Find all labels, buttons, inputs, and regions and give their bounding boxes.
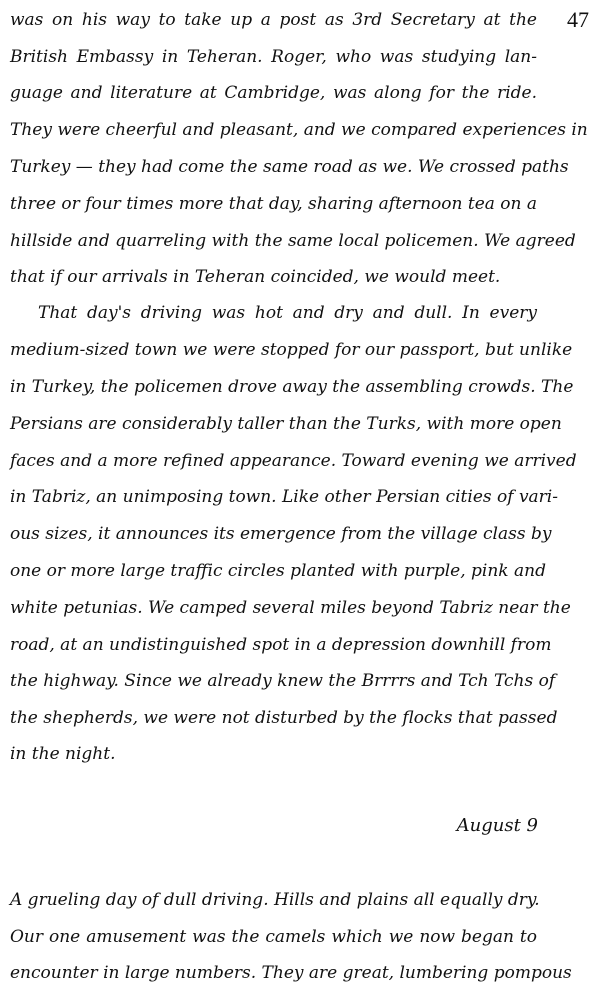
text-line: white petunias. We camped several miles beyond Tabriz near the	[10, 598, 571, 618]
text-line: in Tabriz, an unimposing town. Like other Persian cities of vari-	[10, 487, 558, 507]
text-line: encounter in large numbers. They are great, lumbering pompous	[10, 963, 572, 983]
text-line: A grueling day of dull driving. Hills and plains all equally dry.	[10, 890, 540, 910]
text-line: in the night.	[10, 744, 116, 764]
page-number: 47	[567, 7, 589, 32]
text-line: Persians are considerably taller than the Turks, with more open	[10, 414, 562, 434]
text-line: the highway. Since we already knew the Brrrrs and Tch Tchs of	[10, 671, 556, 691]
text-line: ous sizes, it announces its emergence from the village class by	[10, 524, 552, 544]
text-line: was on his way to take up a post as 3rd Secretary at the	[10, 10, 537, 30]
text-line: British Embassy in Teheran. Roger, who was studying lan-	[10, 47, 537, 67]
text-line: That day's driving was hot and dry and dull. In every	[38, 303, 537, 323]
text-line: hillside and quarreling with the same local policemen. We agreed	[10, 231, 576, 251]
text-line: one or more large traffic circles planted with purple, pink and	[10, 561, 546, 581]
text-line: Turkey — they had come the same road as we. We crossed paths	[10, 157, 569, 177]
text-line: medium-sized town we were stopped for our passport, but unlike	[10, 340, 573, 360]
text-line: faces and a more refined appearance. Toward evening we arrived	[10, 451, 577, 471]
text-line: that if our arrivals in Teheran coincided, we would meet.	[10, 267, 501, 287]
text-line: They were cheerful and pleasant, and we compared experiences in	[10, 120, 588, 140]
text-line: in Turkey, the policemen drove away the assembling crowds. The	[10, 377, 574, 397]
entry-date: August 9	[456, 815, 538, 836]
text-line: Our one amusement was the camels which we now began to	[10, 927, 537, 947]
text-line: three or four times more that day, sharing afternoon tea on a	[10, 194, 538, 214]
text-line: the shepherds, we were not disturbed by the flocks that passed	[10, 708, 558, 728]
text-line: road, at an undistinguished spot in a depression downhill from	[10, 635, 552, 655]
text-line: guage and literature at Cambridge, was along for the ride.	[10, 83, 537, 103]
